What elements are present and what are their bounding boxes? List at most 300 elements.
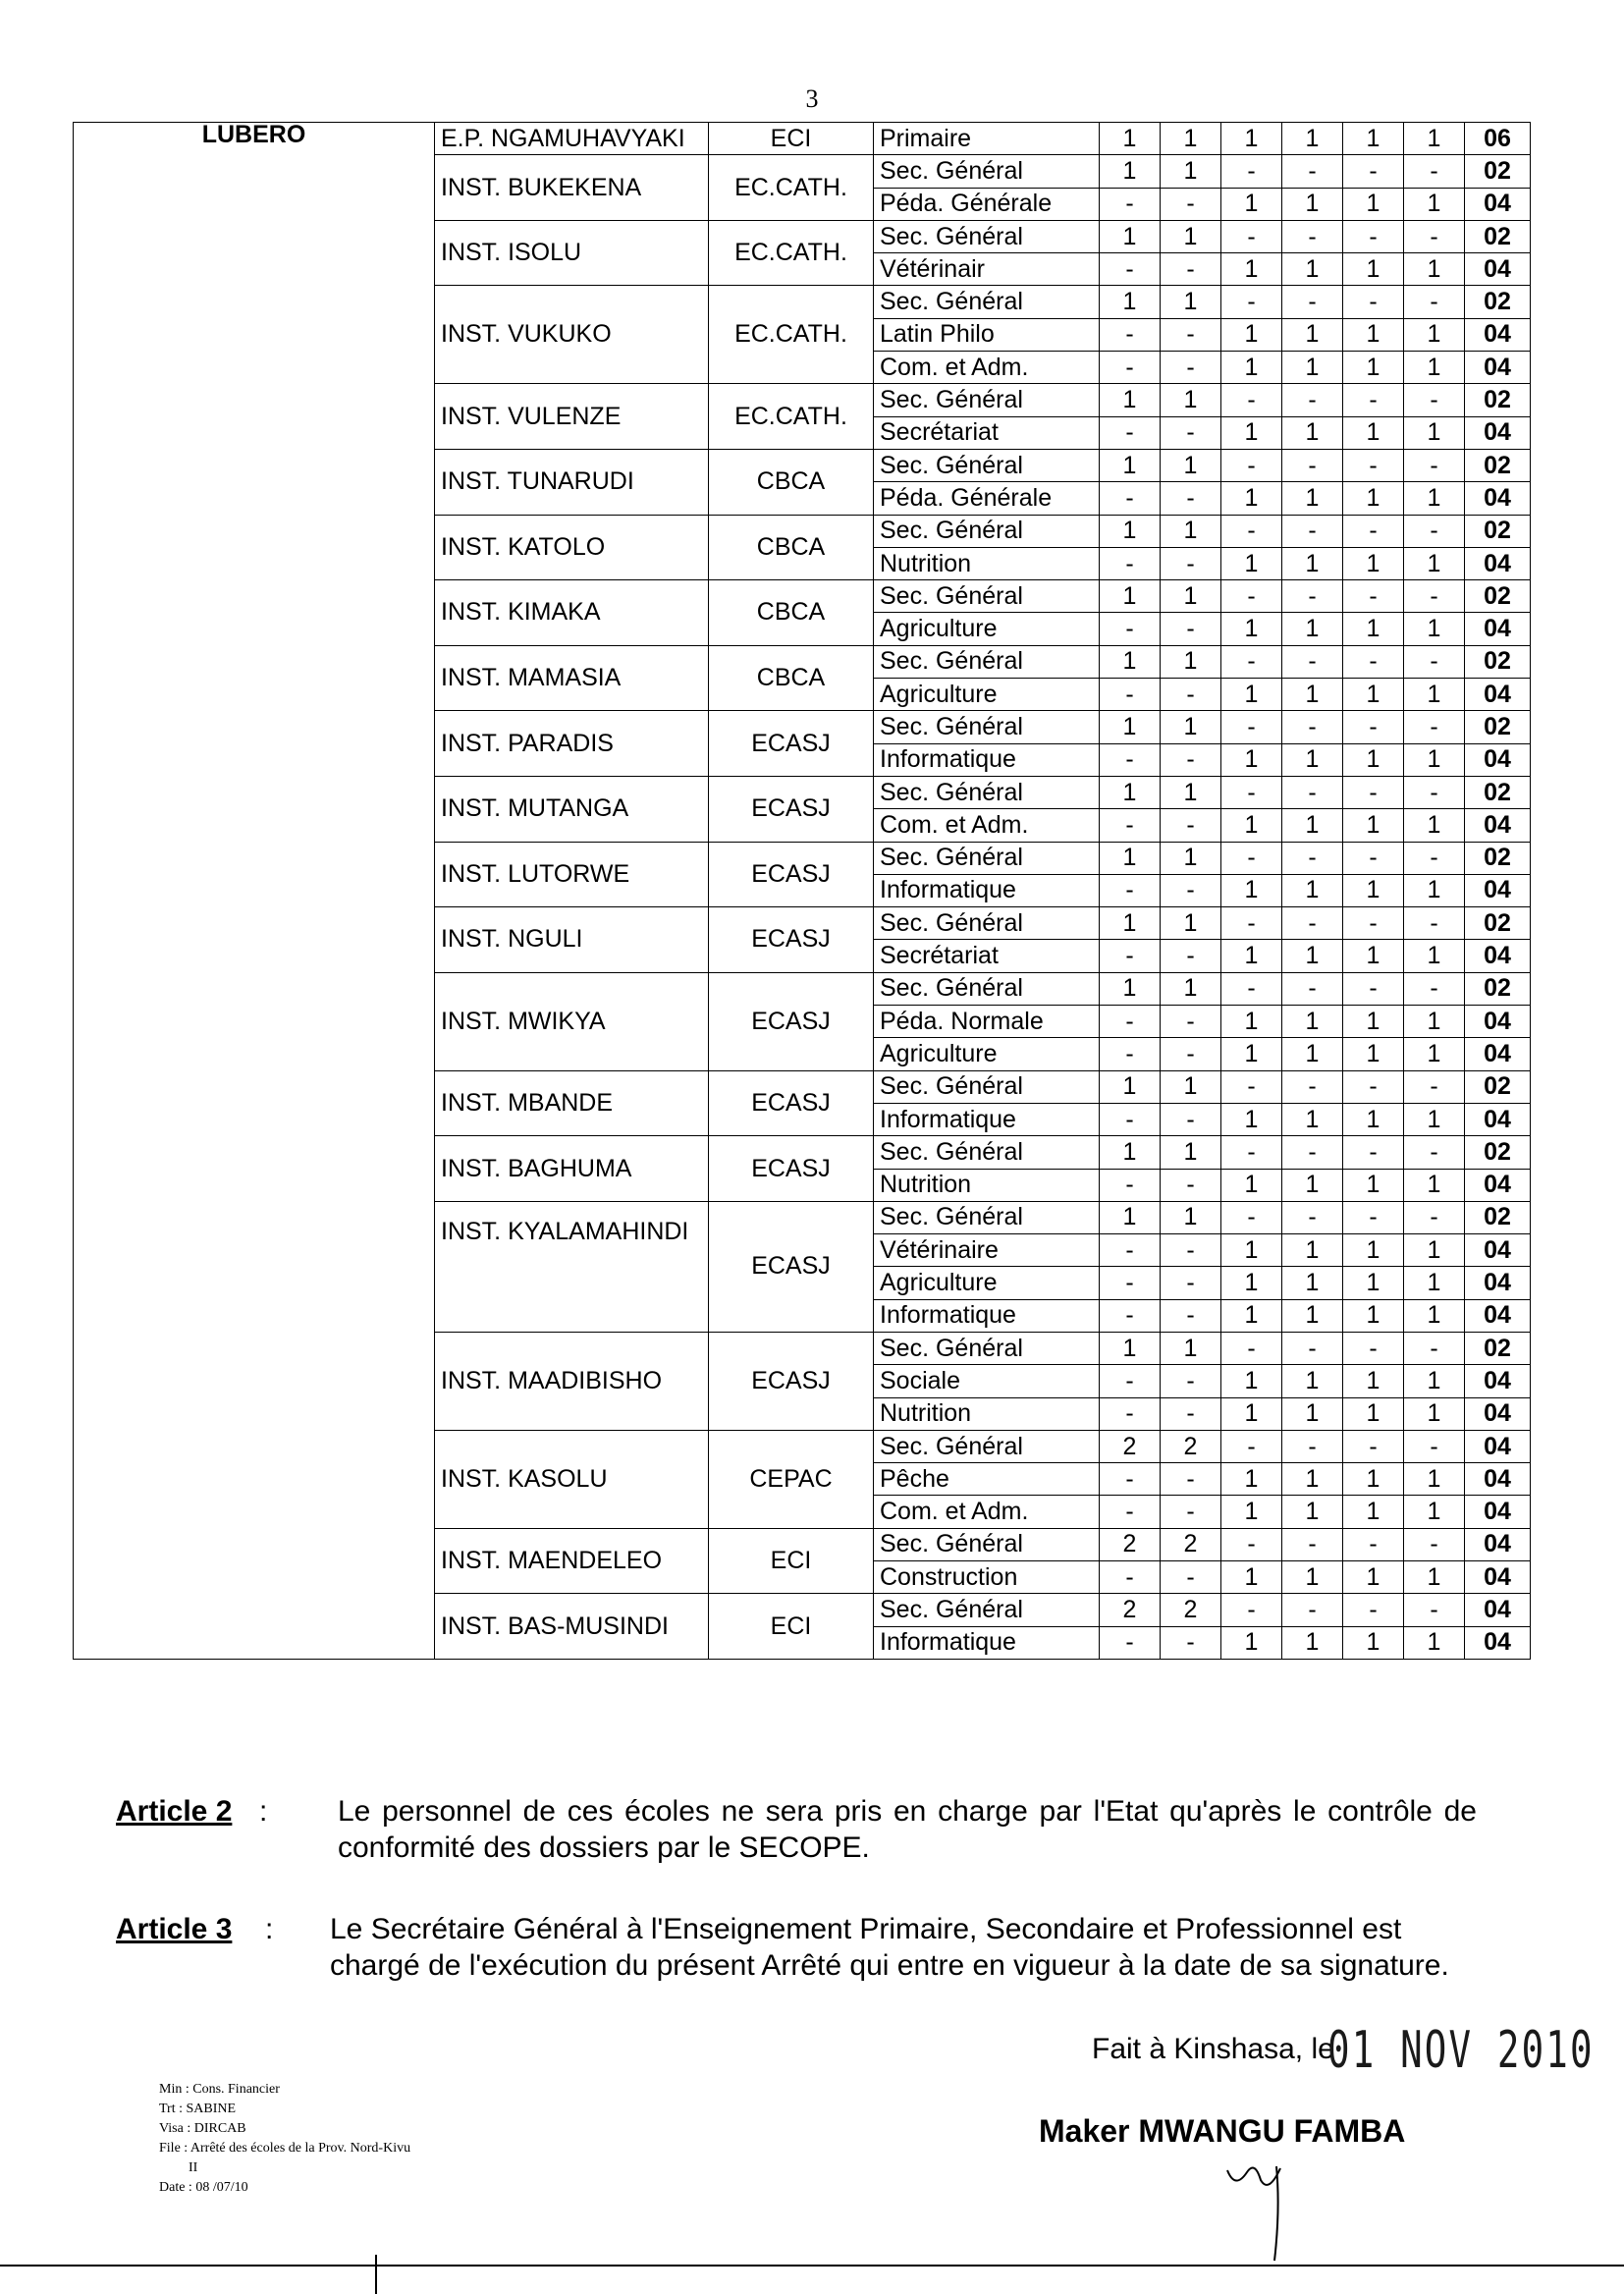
class-count: 1 <box>1221 1365 1282 1397</box>
class-count: 1 <box>1100 1332 1161 1364</box>
class-count: 1 <box>1404 679 1465 711</box>
class-count: 1 <box>1221 188 1282 220</box>
class-count: 2 <box>1161 1594 1221 1626</box>
school-network: EC.CATH. <box>709 286 874 384</box>
class-count: 1 <box>1343 416 1404 449</box>
option-name: Agriculture <box>874 613 1100 645</box>
class-count: - <box>1221 1201 1282 1233</box>
class-count: 1 <box>1161 645 1221 678</box>
school-name: INST. KASOLU <box>435 1430 709 1528</box>
class-count: - <box>1404 1332 1465 1364</box>
class-count: - <box>1282 384 1343 416</box>
option-name: Construction <box>874 1561 1100 1594</box>
total-count: 04 <box>1465 1528 1531 1560</box>
class-count: 1 <box>1282 318 1343 351</box>
option-name: Com. et Adm. <box>874 809 1100 842</box>
school-name: INST. VULENZE <box>435 384 709 450</box>
class-count: 1 <box>1100 580 1161 613</box>
class-count: - <box>1282 286 1343 318</box>
class-count: - <box>1343 907 1404 940</box>
class-count: 1 <box>1221 679 1282 711</box>
class-count: 1 <box>1343 352 1404 384</box>
class-count: - <box>1343 515 1404 547</box>
class-count: 1 <box>1343 1038 1404 1070</box>
class-count: - <box>1404 842 1465 874</box>
class-count: 1 <box>1343 743 1404 776</box>
class-count: 1 <box>1404 743 1465 776</box>
class-count: - <box>1100 1169 1161 1201</box>
class-count: 1 <box>1404 940 1465 972</box>
option-name: Com. et Adm. <box>874 352 1100 384</box>
class-count: 1 <box>1100 1201 1161 1233</box>
option-name: Sec. Général <box>874 842 1100 874</box>
class-count: 1 <box>1161 220 1221 252</box>
class-count: - <box>1282 1201 1343 1233</box>
class-count: 1 <box>1404 1397 1465 1430</box>
option-name: Sec. Général <box>874 1201 1100 1233</box>
class-count: 1 <box>1221 1299 1282 1332</box>
total-count: 04 <box>1465 1496 1531 1528</box>
school-network: ECASJ <box>709 776 874 842</box>
class-count: 1 <box>1282 1626 1343 1659</box>
class-count: 1 <box>1404 253 1465 286</box>
class-count: - <box>1221 580 1282 613</box>
class-count: - <box>1343 1136 1404 1169</box>
class-count: - <box>1343 1594 1404 1626</box>
class-count: 1 <box>1343 679 1404 711</box>
class-count: - <box>1161 743 1221 776</box>
class-count: - <box>1161 482 1221 515</box>
class-count: 1 <box>1221 809 1282 842</box>
class-count: 1 <box>1343 874 1404 906</box>
class-count: 1 <box>1404 1006 1465 1038</box>
option-name: Agriculture <box>874 679 1100 711</box>
class-count: - <box>1343 449 1404 481</box>
class-count: 1 <box>1161 711 1221 743</box>
school-network: ECASJ <box>709 1201 874 1332</box>
option-name: Vétérinaire <box>874 1234 1100 1267</box>
class-count: - <box>1343 1528 1404 1560</box>
total-count: 02 <box>1465 711 1531 743</box>
option-name: Informatique <box>874 1626 1100 1659</box>
total-count: 02 <box>1465 907 1531 940</box>
class-count: 1 <box>1282 1561 1343 1594</box>
school-name: INST. MBANDE <box>435 1070 709 1136</box>
option-name: Péda. Générale <box>874 188 1100 220</box>
school-name: INST. MAADIBISHO <box>435 1332 709 1430</box>
option-name: Informatique <box>874 874 1100 906</box>
option-name: Informatique <box>874 743 1100 776</box>
class-count: 1 <box>1161 384 1221 416</box>
ref-line-date: Date : 08 /07/10 <box>159 2180 248 2195</box>
total-count: 04 <box>1465 743 1531 776</box>
class-count: 1 <box>1161 972 1221 1005</box>
class-count: 1 <box>1221 1103 1282 1135</box>
class-count: 1 <box>1221 1234 1282 1267</box>
table-row <box>74 123 1531 155</box>
total-count: 02 <box>1465 1136 1531 1169</box>
class-count: - <box>1100 1006 1161 1038</box>
option-name: Secrétariat <box>874 416 1100 449</box>
class-count: - <box>1161 940 1221 972</box>
signatory-name: Maker MWANGU FAMBA <box>1039 2113 1406 2149</box>
class-count: - <box>1100 1103 1161 1135</box>
class-count: - <box>1161 318 1221 351</box>
class-count: - <box>1221 515 1282 547</box>
class-count: - <box>1161 1267 1221 1299</box>
total-count: 04 <box>1465 482 1531 515</box>
class-count: - <box>1221 384 1282 416</box>
class-count: 1 <box>1343 1169 1404 1201</box>
class-count: - <box>1100 613 1161 645</box>
class-count: 1 <box>1282 1103 1343 1135</box>
school-network: ECASJ <box>709 972 874 1070</box>
class-count: - <box>1221 972 1282 1005</box>
article-3-label: Article 3 <box>116 1913 233 1945</box>
school-network: CEPAC <box>709 1430 874 1528</box>
class-count: 2 <box>1161 1528 1221 1560</box>
schools-table <box>73 122 1531 1660</box>
class-count: 1 <box>1343 1103 1404 1135</box>
class-count: 2 <box>1100 1430 1161 1462</box>
class-count: 1 <box>1161 907 1221 940</box>
class-count: - <box>1161 1006 1221 1038</box>
class-count: 1 <box>1282 123 1343 155</box>
class-count: 1 <box>1221 940 1282 972</box>
class-count: 1 <box>1404 547 1465 579</box>
class-count: 1 <box>1100 515 1161 547</box>
option-name: Sec. Général <box>874 580 1100 613</box>
total-count: 04 <box>1465 1038 1531 1070</box>
total-count: 02 <box>1465 515 1531 547</box>
option-name: Péda. Normale <box>874 1006 1100 1038</box>
school-network: CBCA <box>709 580 874 646</box>
class-count: 1 <box>1161 286 1221 318</box>
option-name: Com. et Adm. <box>874 1496 1100 1528</box>
option-name: Sec. Général <box>874 907 1100 940</box>
total-count: 02 <box>1465 1332 1531 1364</box>
total-count: 04 <box>1465 1103 1531 1135</box>
class-count: - <box>1282 515 1343 547</box>
class-count: - <box>1100 809 1161 842</box>
option-name: Informatique <box>874 1299 1100 1332</box>
ref-line-min: Min : Cons. Financier <box>159 2082 280 2097</box>
class-count: - <box>1221 449 1282 481</box>
option-name: Agriculture <box>874 1038 1100 1070</box>
class-count: - <box>1282 711 1343 743</box>
school-network: ECI <box>709 123 874 155</box>
option-name: Sec. Général <box>874 776 1100 808</box>
class-count: 1 <box>1282 188 1343 220</box>
total-count: 04 <box>1465 318 1531 351</box>
class-count: 1 <box>1100 220 1161 252</box>
class-count: 1 <box>1161 1136 1221 1169</box>
class-count: - <box>1404 1430 1465 1462</box>
class-count: 1 <box>1221 1006 1282 1038</box>
class-count: 1 <box>1343 547 1404 579</box>
class-count: - <box>1161 1299 1221 1332</box>
class-count: - <box>1221 220 1282 252</box>
class-count: - <box>1343 645 1404 678</box>
class-count: 1 <box>1282 1496 1343 1528</box>
option-name: Informatique <box>874 1103 1100 1135</box>
class-count: - <box>1404 1594 1465 1626</box>
class-count: 1 <box>1282 1169 1343 1201</box>
option-name: Primaire <box>874 123 1100 155</box>
option-name: Sec. Général <box>874 1136 1100 1169</box>
school-name: INST. BAS-MUSINDI <box>435 1594 709 1660</box>
class-count: - <box>1282 842 1343 874</box>
class-count: - <box>1221 1332 1282 1364</box>
class-count: 1 <box>1221 123 1282 155</box>
class-count: - <box>1161 1365 1221 1397</box>
class-count: - <box>1100 188 1161 220</box>
class-count: - <box>1161 1561 1221 1594</box>
class-count: - <box>1404 286 1465 318</box>
class-count: - <box>1282 907 1343 940</box>
school-name: INST. KYALAMAHINDI <box>435 1201 709 1332</box>
option-name: Sec. Général <box>874 711 1100 743</box>
option-name: Vétérinair <box>874 253 1100 286</box>
class-count: - <box>1404 515 1465 547</box>
class-count: 1 <box>1282 1365 1343 1397</box>
option-name: Sec. Général <box>874 155 1100 188</box>
total-count: 02 <box>1465 155 1531 188</box>
class-count: 1 <box>1404 1234 1465 1267</box>
class-count: 1 <box>1404 1267 1465 1299</box>
total-count: 04 <box>1465 1267 1531 1299</box>
school-network: ECI <box>709 1528 874 1594</box>
class-count: 2 <box>1161 1430 1221 1462</box>
class-count: 1 <box>1282 940 1343 972</box>
class-count: 1 <box>1343 1267 1404 1299</box>
class-count: 1 <box>1404 1365 1465 1397</box>
class-count: 1 <box>1100 449 1161 481</box>
class-count: - <box>1343 155 1404 188</box>
class-count: 1 <box>1221 1038 1282 1070</box>
class-count: 1 <box>1343 123 1404 155</box>
class-count: 1 <box>1343 1365 1404 1397</box>
class-count: - <box>1221 1594 1282 1626</box>
class-count: 1 <box>1282 743 1343 776</box>
class-count: - <box>1343 842 1404 874</box>
class-count: - <box>1100 1397 1161 1430</box>
class-count: 1 <box>1161 842 1221 874</box>
class-count: 1 <box>1282 1299 1343 1332</box>
school-name: INST. NGULI <box>435 907 709 973</box>
article-3-colon: : <box>265 1913 274 1945</box>
class-count: 1 <box>1221 416 1282 449</box>
school-network: CBCA <box>709 449 874 515</box>
class-count: - <box>1161 1103 1221 1135</box>
class-count: - <box>1343 384 1404 416</box>
school-name: INST. MAENDELEO <box>435 1528 709 1594</box>
class-count: 1 <box>1221 1496 1282 1528</box>
class-count: - <box>1100 482 1161 515</box>
class-count: - <box>1161 352 1221 384</box>
class-count: - <box>1343 1430 1404 1462</box>
school-network: EC.CATH. <box>709 384 874 450</box>
total-count: 02 <box>1465 580 1531 613</box>
class-count: - <box>1161 1038 1221 1070</box>
option-name: Sec. Général <box>874 645 1100 678</box>
school-name: INST. BAGHUMA <box>435 1136 709 1202</box>
place-date: Fait à Kinshasa, le <box>1092 2033 1334 2065</box>
class-count: 1 <box>1282 1267 1343 1299</box>
class-count: - <box>1404 155 1465 188</box>
option-name: Sec. Général <box>874 1528 1100 1560</box>
class-count: 1 <box>1282 482 1343 515</box>
class-count: - <box>1343 1332 1404 1364</box>
class-count: 1 <box>1221 1169 1282 1201</box>
total-count: 04 <box>1465 1463 1531 1496</box>
total-count: 02 <box>1465 972 1531 1005</box>
class-count: 1 <box>1221 1397 1282 1430</box>
footer-rule <box>0 2265 1624 2267</box>
class-count: 1 <box>1404 416 1465 449</box>
option-name: Sec. Général <box>874 220 1100 252</box>
class-count: 1 <box>1221 743 1282 776</box>
option-name: Nutrition <box>874 1397 1100 1430</box>
class-count: - <box>1404 449 1465 481</box>
class-count: - <box>1100 1463 1161 1496</box>
ref-line-file-cont: II <box>189 2160 198 2175</box>
class-count: - <box>1282 1528 1343 1560</box>
class-count: - <box>1221 1430 1282 1462</box>
option-name: Sec. Général <box>874 1332 1100 1364</box>
school-network: ECASJ <box>709 711 874 777</box>
class-count: - <box>1282 1070 1343 1103</box>
school-network: ECASJ <box>709 1332 874 1430</box>
article-2-text: Le personnel de ces écoles ne sera pris en charge par l'Etat qu'après le contrôle de conformité des dossiers par le SECOPE. <box>338 1795 1477 1864</box>
class-count: - <box>1100 416 1161 449</box>
class-count: 1 <box>1282 1038 1343 1070</box>
total-count: 04 <box>1465 1397 1531 1430</box>
class-count: - <box>1161 1397 1221 1430</box>
class-count: 1 <box>1404 1103 1465 1135</box>
class-count: 1 <box>1161 1070 1221 1103</box>
class-count: 1 <box>1404 1496 1465 1528</box>
class-count: 1 <box>1282 613 1343 645</box>
class-count: - <box>1282 645 1343 678</box>
class-count: - <box>1343 972 1404 1005</box>
class-count: - <box>1404 220 1465 252</box>
class-count: 1 <box>1343 1299 1404 1332</box>
class-count: 1 <box>1221 253 1282 286</box>
school-name: INST. MWIKYA <box>435 972 709 1070</box>
school-network: ECI <box>709 1594 874 1660</box>
class-count: 1 <box>1221 1267 1282 1299</box>
option-name: Sec. Général <box>874 1430 1100 1462</box>
class-count: 1 <box>1161 515 1221 547</box>
option-name: Secrétariat <box>874 940 1100 972</box>
class-count: 1 <box>1343 253 1404 286</box>
class-count: - <box>1221 907 1282 940</box>
school-network: ECASJ <box>709 842 874 907</box>
option-name: Latin Philo <box>874 318 1100 351</box>
school-name: INST. VUKUKO <box>435 286 709 384</box>
class-count: - <box>1404 1201 1465 1233</box>
total-count: 02 <box>1465 286 1531 318</box>
class-count: 1 <box>1343 613 1404 645</box>
class-count: 1 <box>1343 1397 1404 1430</box>
class-count: 1 <box>1404 1299 1465 1332</box>
class-count: - <box>1100 1561 1161 1594</box>
class-count: - <box>1100 1267 1161 1299</box>
class-count: - <box>1161 1626 1221 1659</box>
school-name: INST. PARADIS <box>435 711 709 777</box>
class-count: 1 <box>1343 188 1404 220</box>
class-count: 1 <box>1221 318 1282 351</box>
class-count: - <box>1404 907 1465 940</box>
option-name: Sec. Général <box>874 286 1100 318</box>
class-count: - <box>1343 1070 1404 1103</box>
option-name: Sec. Général <box>874 449 1100 481</box>
total-count: 04 <box>1465 1234 1531 1267</box>
class-count: - <box>1221 842 1282 874</box>
class-count: - <box>1100 940 1161 972</box>
class-count: 1 <box>1100 776 1161 808</box>
class-count: 1 <box>1282 809 1343 842</box>
class-count: - <box>1161 809 1221 842</box>
total-count: 04 <box>1465 1365 1531 1397</box>
class-count: 2 <box>1100 1594 1161 1626</box>
class-count: - <box>1343 1201 1404 1233</box>
option-name: Sec. Général <box>874 972 1100 1005</box>
class-count: - <box>1282 1332 1343 1364</box>
class-count: - <box>1282 1430 1343 1462</box>
table-body <box>74 123 1531 1660</box>
class-count: 1 <box>1343 318 1404 351</box>
school-name: E.P. NGAMUHAVYAKI <box>435 123 709 155</box>
class-count: - <box>1343 286 1404 318</box>
option-name: Péda. Générale <box>874 482 1100 515</box>
total-count: 02 <box>1465 449 1531 481</box>
class-count: - <box>1282 449 1343 481</box>
class-count: 1 <box>1282 1463 1343 1496</box>
class-count: - <box>1343 220 1404 252</box>
class-count: 1 <box>1404 1038 1465 1070</box>
total-count: 02 <box>1465 384 1531 416</box>
option-name: Sociale <box>874 1365 1100 1397</box>
class-count: - <box>1404 1136 1465 1169</box>
class-count: 1 <box>1282 352 1343 384</box>
total-count: 04 <box>1465 613 1531 645</box>
class-count: - <box>1282 1594 1343 1626</box>
class-count: - <box>1161 253 1221 286</box>
school-name: INST. LUTORWE <box>435 842 709 907</box>
class-count: 1 <box>1343 1463 1404 1496</box>
school-network: ECASJ <box>709 907 874 973</box>
total-count: 02 <box>1465 842 1531 874</box>
class-count: 1 <box>1100 907 1161 940</box>
article-3-text: Le Secrétaire Général à l'Enseignement Primaire, Secondaire et Professionnel est chargé de l'exécution du présent Arrêté qui entre en vigueur à la date de sa signature. <box>330 1913 1449 1982</box>
option-name: Sec. Général <box>874 1594 1100 1626</box>
total-count: 04 <box>1465 679 1531 711</box>
class-count: 1 <box>1221 874 1282 906</box>
class-count: 1 <box>1282 874 1343 906</box>
class-count: 1 <box>1404 188 1465 220</box>
total-count: 04 <box>1465 416 1531 449</box>
option-name: Sec. Général <box>874 384 1100 416</box>
class-count: 1 <box>1100 645 1161 678</box>
class-count: - <box>1282 580 1343 613</box>
class-count: 1 <box>1161 776 1221 808</box>
class-count: - <box>1161 1234 1221 1267</box>
class-count: 1 <box>1221 613 1282 645</box>
class-count: - <box>1404 384 1465 416</box>
class-count: 1 <box>1343 1626 1404 1659</box>
